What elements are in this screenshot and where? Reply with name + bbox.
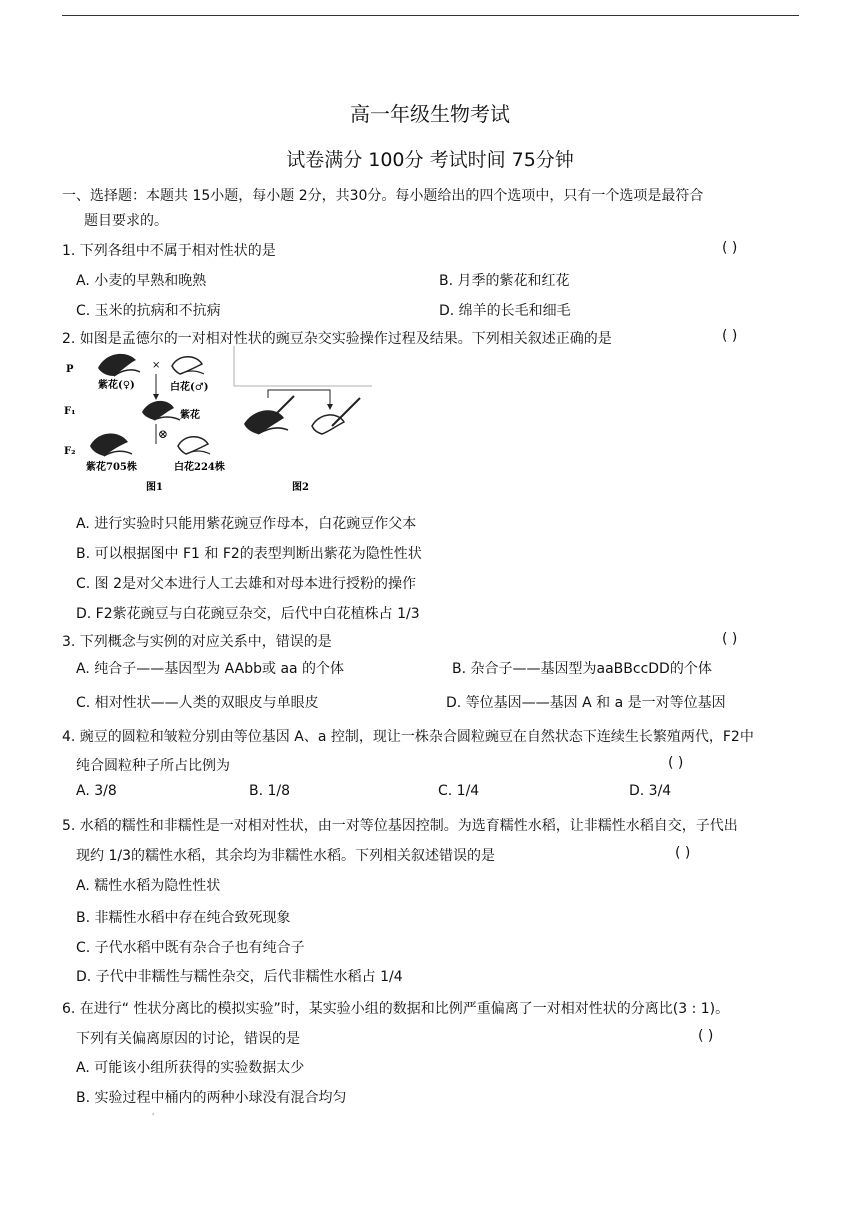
- white-male-label: 白花(♂): [170, 382, 209, 393]
- answer-paren: ( ): [722, 328, 738, 344]
- question-1-option-d: D. 绵羊的长毛和细毛: [439, 303, 571, 319]
- question-4-option-d: D. 3/4: [629, 783, 672, 799]
- pea-cross-figure: [62, 346, 382, 496]
- hand-pollination-icon: [244, 390, 360, 434]
- question-4-option-b: B. 1/8: [249, 783, 291, 799]
- question-5-option-b: B. 非糯性水稻中存在纯合致死现象: [76, 910, 291, 926]
- question-3-option-b: B. 杂合子——基因型为aaBBccDD的个体: [452, 661, 712, 677]
- question-4-option-a: A. 3/8: [76, 783, 117, 799]
- question-3-option-a: A. 纯合子——基因型为 AAbb或 aa 的个体: [76, 661, 345, 677]
- top-rule: [62, 15, 799, 16]
- section-heading-cont: 题目要求的。: [84, 213, 168, 229]
- generation-f2-label: F₂: [64, 446, 76, 457]
- figure-1-caption: 图1: [146, 482, 163, 493]
- question-3-option-c: C. 相对性状——人类的双眼皮与单眼皮: [76, 695, 319, 711]
- question-4-stem-cont: 纯合圆粒种子所占比例为: [76, 758, 230, 774]
- f2-white-flower-icon: [178, 437, 210, 454]
- answer-paren: ( ): [722, 240, 738, 256]
- question-1-option-c: C. 玉米的抗病和不抗病: [76, 303, 221, 319]
- question-4-stem: 4. 豌豆的圆粒和皱粒分别由等位基因 A、a 控制，现让一株杂合圆粒豌豆在自然状态下连续生长繁殖两代，F2中: [62, 729, 754, 745]
- question-1-option-b: B. 月季的紫花和红花: [439, 273, 570, 289]
- f2-white-count: 白花224株: [174, 462, 225, 473]
- question-5-option-c: C. 子代水稻中既有杂合子也有纯合子: [76, 940, 305, 956]
- stray-mark: ': [152, 1112, 155, 1121]
- f1-flower-icon: [142, 401, 180, 420]
- question-5-stem-cont: 现约 1/3的糯性水稻，其余均为非糯性水稻。下列相关叙述错误的是: [76, 848, 495, 864]
- question-2-option-a: A. 进行实验时只能用紫花豌豆作母本，白花豌豆作父本: [76, 516, 417, 532]
- question-6-stem: 6. 在进行“ 性状分离比的模拟实验”时，某实验小组的数据和比例严重偏离了一对相对性状的分离比(3 : 1)。: [62, 1001, 730, 1017]
- section-heading: 一、选择题：本题共 15小题，每小题 2分，共30分。每小题给出的四个选项中，只有一个选项是最符合: [62, 188, 704, 204]
- f2-purple-count: 紫花705株: [86, 462, 137, 473]
- purple-flower-icon: [98, 354, 140, 376]
- question-6-stem-cont: 下列有关偏离原因的讨论，错误的是: [76, 1031, 300, 1047]
- question-2-option-c: C. 图 2是对父本进行人工去雄和对母本进行授粉的操作: [76, 576, 417, 592]
- answer-paren: ( ): [722, 631, 738, 647]
- question-5-option-d: D. 子代中非糯性与糯性杂交，后代非糯性水稻占 1/4: [76, 969, 403, 985]
- figure-2-caption: 图2: [292, 482, 309, 493]
- question-6-option-b: B. 实验过程中桶内的两种小球没有混合均匀: [76, 1090, 347, 1106]
- question-3-stem: 3. 下列概念与实例的对应关系中，错误的是: [62, 634, 332, 650]
- question-5-option-a: A. 糯性水稻为隐性性状: [76, 878, 221, 894]
- white-flower-icon: [172, 357, 204, 374]
- question-5-stem: 5. 水稻的糯性和非糯性是一对相对性状，由一对等位基因控制。为选育糯性水稻，让非糯性水稻自交，子代出: [62, 818, 738, 834]
- generation-p-label: P: [66, 364, 74, 375]
- question-6-option-a: A. 可能该小组所获得的实验数据太少: [76, 1060, 305, 1076]
- purple-female-label: 紫花(♀): [98, 380, 135, 391]
- cross-symbol: ×: [152, 360, 161, 371]
- question-3-option-d: D. 等位基因——基因 A 和 a 是一对等位基因: [446, 695, 726, 711]
- question-1-stem: 1. 下列各组中不属于相对性状的是: [62, 243, 276, 259]
- question-2-stem: 2. 如图是孟德尔的一对相对性状的豌豆杂交实验操作过程及结果。下列相关叙述正确的是: [62, 331, 612, 347]
- question-1-option-a: A. 小麦的早熟和晚熟: [76, 273, 207, 289]
- question-2-option-b: B. 可以根据图中 F1 和 F2的表型判断出紫花为隐性性状: [76, 546, 422, 562]
- exam-subtitle: 试卷满分 100分 考试时间 75分钟: [286, 149, 574, 171]
- generation-f1-label: F₁: [64, 406, 76, 417]
- answer-paren: ( ): [698, 1028, 714, 1044]
- exam-title: 高一年级生物考试: [350, 102, 510, 126]
- question-4-option-c: C. 1/4: [438, 783, 480, 799]
- f1-purple-label: 紫花: [180, 410, 200, 421]
- self-cross-symbol: ⊗: [158, 427, 169, 441]
- f2-purple-flower-icon: [90, 433, 132, 456]
- answer-paren: ( ): [675, 845, 691, 861]
- answer-paren: ( ): [668, 755, 684, 771]
- question-2-option-d: D. F2紫花豌豆与白花豌豆杂交，后代中白花植株占 1/3: [76, 606, 420, 622]
